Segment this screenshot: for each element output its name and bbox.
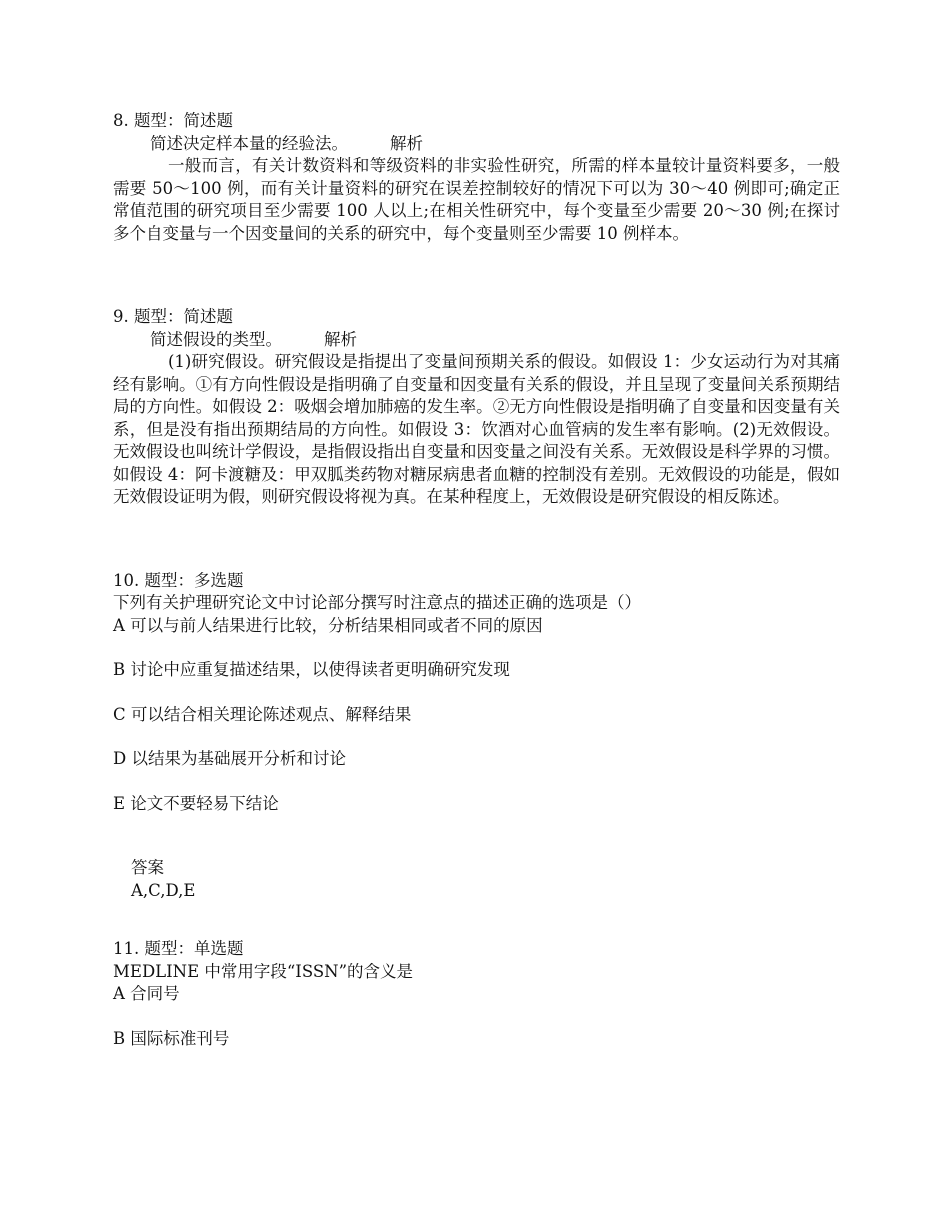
question-heading: 8. 题型：简述题	[113, 111, 233, 130]
document-page	[113, 110, 840, 1050]
answer-label: 答案	[131, 858, 164, 877]
option-d: D 以结果为基础展开分析和讨论	[113, 749, 346, 768]
question-prompt: 简述决定样本量的经验法。	[150, 133, 348, 153]
question-heading: 10. 题型：多选题	[113, 570, 244, 590]
question-8	[113, 110, 840, 245]
analysis-text: 一般而言，有关计数资料和等级资料的非实验性研究，所需的样本量较计量资料要多，一般需要 50～100 例，而有关计量资料的研究在误差控制较好的情况下可以为 30～40 例即可;确定正常值范围的研究项目至少需要 100 人以上;在相关性研究中，每个变量至少需要 20～30 例;在探讨多个自变量与一个因变量间的关系的研究中，每个变量则至少需要 10 例样本。	[113, 156, 840, 243]
question-prompt: 下列有关护理研究论文中讨论部分撰写时注意点的描述正确的选项是（）	[113, 593, 641, 612]
question-heading: 11. 题型：单选题	[113, 939, 244, 958]
question-11	[113, 938, 840, 1050]
analysis-text: (1)研究假设。研究假设是指提出了变量间预期关系的假设。如假设 1：少女运动行为对其痛经有影响。①有方向性假设是指明确了自变量和因变量有关系的假设，并且呈现了变量间关系预期结局的方向性。如假设 2：吸烟会增加肺癌的发生率。②无方向性假设是指明确了自变量和因变量有关系，但是没有指出预期结局的方向性。如假设 3：饮酒对心血管病的发生率有影响。(2)无效假设。无效假设也叫统计学假设，是指假设指出自变量和因变量之间没有关系。无效假设是科学界的习惯。如假设 4：阿卡渡糖及：甲双胍类药物对糖尿病患者血糖的控制没有差别。无效假设的功能是，假如无效假设证明为假，则研究假设将视为真。在某种程度上，无效假设是研究假设的相反陈述。	[113, 352, 840, 506]
question-prompt-row	[113, 133, 840, 156]
option-b: B 讨论中应重复描述结果，以使得读者更明确研究发现	[113, 660, 510, 679]
question-prompt-row	[113, 329, 840, 352]
question-prompt: MEDLINE 中常用字段“ISSN”的含义是	[113, 961, 414, 981]
option-c: C 可以结合相关理论陈述观点、解释结果	[113, 704, 412, 724]
option-b: B 国际标准刊号	[113, 1028, 230, 1048]
option-e: E 论文不要轻易下结论	[113, 793, 279, 813]
analysis-label: 解析	[390, 133, 423, 153]
question-9	[113, 306, 840, 509]
analysis-label: 解析	[324, 329, 357, 349]
option-a: A 合同号	[113, 984, 180, 1003]
question-10	[113, 570, 840, 903]
question-prompt: 简述假设的类型。	[150, 329, 282, 349]
answer-value: A,C,D,E	[131, 880, 196, 900]
option-a: A 可以与前人结果进行比较，分析结果相同或者不同的原因	[113, 615, 543, 635]
question-heading: 9. 题型：简述题	[113, 307, 233, 326]
